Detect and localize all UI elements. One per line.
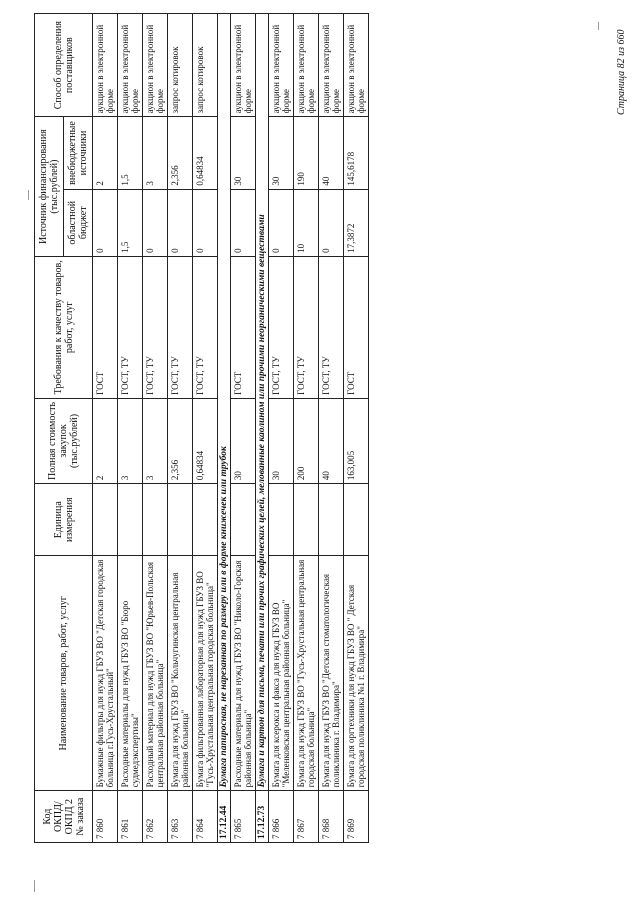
- item-extra-budget: 40: [319, 117, 344, 189]
- item-unit: [168, 484, 193, 556]
- table-header: [35, 14, 93, 843]
- item-method: аукцион в электронной форме: [294, 14, 319, 117]
- item-name: Бумага для нужд ГБУЗ ВО "Детская стоматологическая поликлиника г. Владимира": [319, 556, 344, 791]
- item-unit: [231, 484, 256, 556]
- item-method: аукцион в электронной форме: [231, 14, 256, 117]
- table-row: [168, 14, 193, 843]
- order-number: 7 867: [294, 791, 319, 843]
- item-extra-budget: 3: [143, 117, 168, 189]
- table-row: [193, 14, 218, 843]
- order-number: 7 866: [269, 791, 294, 843]
- item-extra-budget: 145,6178: [344, 117, 369, 189]
- item-cost: 200: [294, 398, 319, 483]
- order-number: 7 860: [93, 791, 118, 843]
- item-name: Бумажные фильтры для нужд ГБУЗ ВО "Детская городская больница г.Гусь-Хрустальный": [93, 556, 118, 791]
- item-cost: 30: [231, 398, 256, 483]
- header-source-regional: областной бюджет: [64, 189, 93, 256]
- procurement-table: [34, 13, 369, 843]
- header-cost: Полная стоимость закупок (тыс.рублей): [35, 398, 93, 483]
- table-row: [344, 14, 369, 843]
- item-extra-budget: 190: [294, 117, 319, 189]
- item-requirements: ГОСТ, ТУ: [193, 256, 218, 398]
- table-body: [93, 14, 369, 843]
- item-requirements: ГОСТ, ТУ: [294, 256, 319, 398]
- section-code: 17.12.44: [218, 791, 231, 843]
- table-row: [143, 14, 168, 843]
- header-method: Способ определения поставщиков: [35, 14, 93, 117]
- item-regional-budget: 0: [269, 189, 294, 256]
- header-requirements: Требования к качеству товаров, работ, услуг: [35, 256, 93, 398]
- section-title: Бумага и картон для письма, печати или прочих графических целей, мелованные каолином или прочими неорганическими веществами: [256, 14, 269, 791]
- order-number: 7 869: [344, 791, 369, 843]
- item-regional-budget: 0: [168, 189, 193, 256]
- table-row: [319, 14, 344, 843]
- header-unit: Единица измерения: [35, 484, 93, 556]
- item-method: аукцион в электронной форме: [118, 14, 143, 117]
- item-cost: 163,005: [344, 398, 369, 483]
- order-number: 7 868: [319, 791, 344, 843]
- order-number: 7 861: [118, 791, 143, 843]
- item-unit: [93, 484, 118, 556]
- table-row: [118, 14, 143, 843]
- item-method: запрос котировок: [193, 14, 218, 117]
- item-requirements: ГОСТ, ТУ: [168, 256, 193, 398]
- item-cost: 2,356: [168, 398, 193, 483]
- item-extra-budget: 2: [93, 117, 118, 189]
- header-source-extra: внебюджетные источники: [64, 117, 93, 189]
- header-source: Источник финансирования (тыс.рублей): [35, 117, 64, 256]
- item-unit: [269, 484, 294, 556]
- item-regional-budget: 17,3872: [344, 189, 369, 256]
- item-extra-budget: 0,64834: [193, 117, 218, 189]
- table-row: [93, 14, 118, 843]
- item-cost: 40: [319, 398, 344, 483]
- header-name: Наименование товаров, работ, услуг: [35, 556, 93, 791]
- item-requirements: ГОСТ, ТУ: [118, 256, 143, 398]
- item-requirements: ГОСТ: [93, 256, 118, 398]
- section-row: [256, 14, 269, 843]
- item-requirements: ГОСТ, ТУ: [143, 256, 168, 398]
- item-method: аукцион в электронной форме: [143, 14, 168, 117]
- item-extra-budget: 1,5: [118, 117, 143, 189]
- page-number: Страница 82 из 660: [616, 29, 627, 115]
- item-requirements: ГОСТ, ТУ: [269, 256, 294, 398]
- item-unit: [118, 484, 143, 556]
- item-name: Бумага для ксерокса и факса для нужд ГБУЗ ВО "Меленковская центральная районная больница": [269, 556, 294, 791]
- item-regional-budget: 0: [231, 189, 256, 256]
- item-unit: [294, 484, 319, 556]
- item-unit: [344, 484, 369, 556]
- item-cost: 30: [269, 398, 294, 483]
- item-name: Расходный материал для нужд ГБУЗ ВО "Юрьев-Польская центральная районная больница": [143, 556, 168, 791]
- item-cost: 3: [118, 398, 143, 483]
- item-unit: [193, 484, 218, 556]
- order-number: 7 864: [193, 791, 218, 843]
- table-row: [294, 14, 319, 843]
- item-name: Бумага фильтрованная лабораторная для нужд ГБУЗ ВО "Гусь-Хрустальная центральная городская больница": [193, 556, 218, 791]
- item-name: Бумага для оргтехники для нужд ГБУЗ ВО " Детская городская поликлиника №1 г. Владимира": [344, 556, 369, 791]
- item-method: запрос котировок: [168, 14, 193, 117]
- item-method: аукцион в электронной форме: [269, 14, 294, 117]
- item-cost: 2: [93, 398, 118, 483]
- item-cost: 0,64834: [193, 398, 218, 483]
- table-row: [269, 14, 294, 843]
- item-regional-budget: 0: [319, 189, 344, 256]
- item-extra-budget: 30: [269, 117, 294, 189]
- item-extra-budget: 2,356: [168, 117, 193, 189]
- section-title: Бумага папиросная, не нарезанная по размеру или в форме книжечек или трубок: [218, 14, 231, 791]
- table-row: [231, 14, 256, 843]
- item-name: Расходные материалы для нужд ГБУЗ ВО "Бюро судмедэкспертизы": [118, 556, 143, 791]
- section-row: [218, 14, 231, 843]
- item-name: Расходные материалы для нужд ГБУЗ ВО "Николо-Горская районная больница": [231, 556, 256, 791]
- item-name: Бумага для нужд ГБУЗ ВО "Кольчугинская центральная районная больница": [168, 556, 193, 791]
- item-regional-budget: 0: [193, 189, 218, 256]
- item-regional-budget: 1,5: [118, 189, 143, 256]
- item-unit: [143, 484, 168, 556]
- item-regional-budget: 10: [294, 189, 319, 256]
- item-name: Бумага для нужд ГБУЗ ВО "Гусь-Хрустальная центральная городская больница": [294, 556, 319, 791]
- item-regional-budget: 0: [143, 189, 168, 256]
- item-requirements: ГОСТ: [231, 256, 256, 398]
- order-number: 7 865: [231, 791, 256, 843]
- order-number: 7 862: [143, 791, 168, 843]
- item-regional-budget: 0: [93, 189, 118, 256]
- item-requirements: ГОСТ: [344, 256, 369, 398]
- order-number: 7 863: [168, 791, 193, 843]
- item-method: аукцион в электронной форме: [319, 14, 344, 117]
- item-method: аукцион в электронной форме: [344, 14, 369, 117]
- item-extra-budget: 30: [231, 117, 256, 189]
- item-unit: [319, 484, 344, 556]
- item-cost: 3: [143, 398, 168, 483]
- header-code: Код ОКПД/ ОКПД 2 № заказа: [35, 791, 93, 843]
- item-requirements: ГОСТ, ТУ: [319, 256, 344, 398]
- item-method: аукцион в электронной форме: [93, 14, 118, 117]
- section-code: 17.12.73: [256, 791, 269, 843]
